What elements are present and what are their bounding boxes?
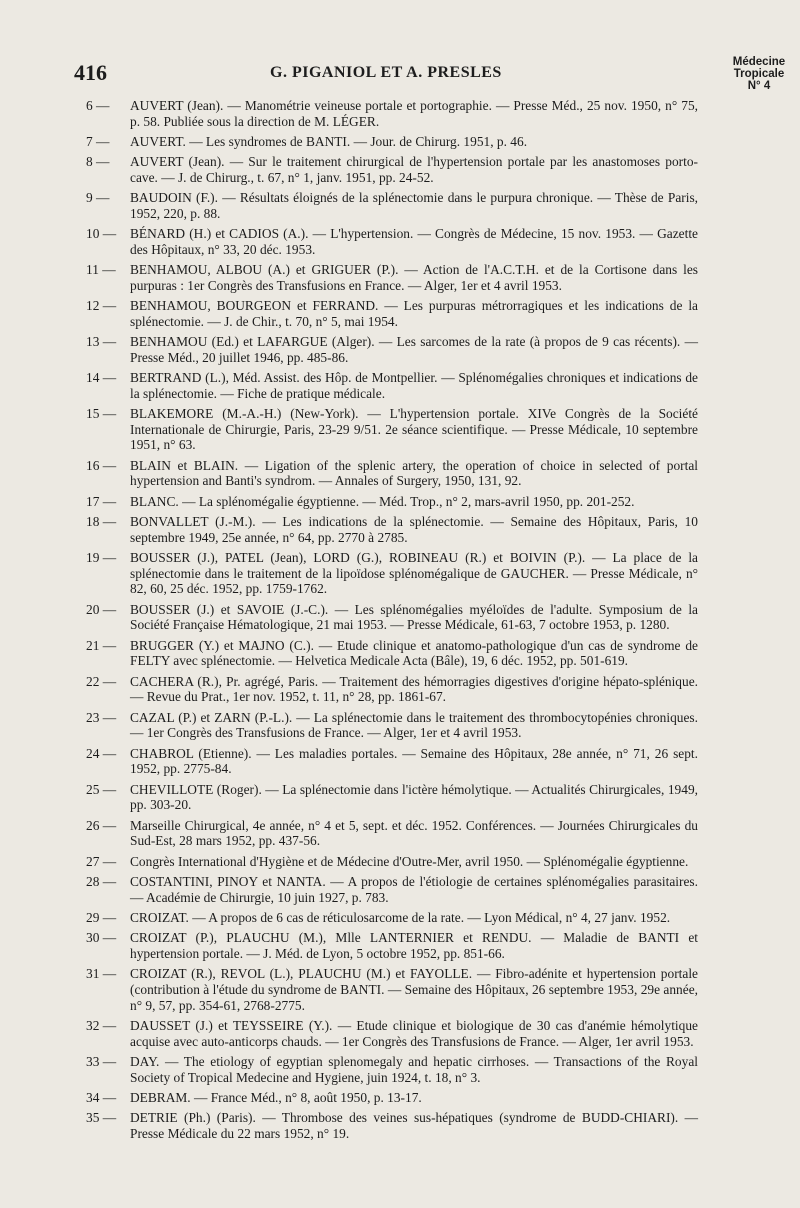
reference-number: 26 — [86,817,117,833]
reference-entry [86,818,698,849]
reference-entry [86,1090,698,1106]
reference-text: COSTANTINI, PINOY et NANTA. — A propos de l'étiologie de certaines splénomégalies parasitaires. — Académie de Chirurgie, 10 juin 1927, p. 783. [130,874,698,905]
reference-entry [86,458,698,489]
reference-text: BOUSSER (J.), PATEL (Jean), LORD (G.), ROBINEAU (R.) et BOIVIN (P.). — La place de la splénectomie dans le traitement de la lipoïdose splénomégalique de GAUCHER. — Presse Médicale, n° 82, 60, 25 déc. 1952, pp. 1759-1762. [130,550,698,597]
reference-entry [86,406,698,453]
reference-text: BLANC. — La splénomégalie égyptienne. — Méd. Trop., n° 2, mars-avril 1950, pp. 201-252. [130,493,635,509]
reference-text: CROIZAT. — A propos de 6 cas de réticulosarcome de la rate. — Lyon Médical, n° 4, 27 janv. 1952. [130,910,671,926]
reference-text: BLAKEMORE (M.-A.-H.) (New-York). — L'hypertension portale. XIVe Congrès de la Société Internationale de Chirurgie, Paris, 23-29 9/51. 2e séance scientifique. — Presse Médicale, 10 septembre 1951, n° 63. [130,406,698,453]
reference-entry [86,550,698,597]
reference-number: 15 — [86,406,117,422]
reference-text: Marseille Chirurgical, 4e année, n° 4 et 5, sept. et déc. 1952. Conférences. — Journées Chirurgicales du Sud-Est, 28 mars 1952, pp. 437-56. [130,817,698,849]
reference-text: BÉNARD (H.) et CADIOS (A.). — L'hypertension. — Congrès de Médecine, 15 nov. 1953. — Gazette des Hôpitaux, n° 33, 20 déc. 1953. [130,226,698,257]
reference-number: 12 — [86,298,117,314]
reference-number: 28 — [86,874,117,890]
reference-entry [86,602,698,633]
reference-text: BOUSSER (J.) et SAVOIE (J.-C.). — Les splénomégalies myéloïdes de l'adulte. Symposium de la Société Française Hématologique, 21 mai 1953. — Presse Médicale, 61-63, 7 octobre 1953, p. 1280. [130,601,698,633]
reference-entry [86,674,698,705]
reference-text: DAY. — The etiology of egyptian splenomegaly and hepatic cirrhoses. — Transactions of the Royal Society of Tropical Medecine and Hygiene, juin 1924, t. 18, n° 3. [130,1053,698,1085]
reference-text: AUVERT (Jean). — Manométrie veineuse portale et portographie. — Presse Méd., 25 nov. 1950, n° 75, p. 58. Publiée sous la direction de M. LÉGER. [130,98,698,129]
reference-number: 34 — [86,1089,117,1105]
reference-number: 30 — [86,930,117,946]
reference-number: 33 — [86,1053,117,1069]
reference-entry [86,370,698,401]
reference-text: BENHAMOU (Ed.) et LAFARGUE (Alger). — Les sarcomes de la rate (à propos de 9 cas récents). — Presse Méd., 20 juillet 1946, pp. 485-86. [130,334,698,365]
reference-entry [86,494,698,510]
page-header [0,56,800,96]
reference-text: AUVERT (Jean). — Sur le traitement chirurgical de l'hypertension portale par les anastomoses porto-cave. — J. de Chirurg., t. 67, n° 1, janv. 1951, pp. 24-52. [130,154,698,185]
reference-text: BAUDOIN (F.). — Résultats éloignés de la splénectomie dans le purpura chronique. — Thèse de Paris, 1952, 220, p. 88. [130,190,698,221]
running-title: G. PIGANIOL ET A. PRESLES [270,64,502,81]
reference-entry [86,134,698,150]
reference-text: BENHAMOU, BOURGEON et FERRAND. — Les purpuras métrorragiques et les indications de la splénectomie. — J. de Chir., t. 70, n° 5, mai 1954. [130,298,698,329]
journal-name [722,56,796,92]
reference-text: AUVERT. — Les syndromes de BANTI. — Jour. de Chirurg. 1951, p. 46. [130,133,528,149]
reference-text: Congrès International d'Hygiène et de Médecine d'Outre-Mer, avril 1950. — Splénomégalie égyptienne. [130,853,689,869]
reference-text: BLAIN et BLAIN. — Ligation of the splenic artery, the operation of choice in selected of portal hypertension and Banti's syndrom. — Annales of Surgery, 1950, 131, 92. [130,457,698,489]
reference-entry [86,190,698,221]
reference-number: 13 — [86,334,117,350]
reference-list [86,98,698,1146]
reference-number: 7 — [86,133,110,149]
reference-number: 8 — [86,154,110,170]
reference-number: 11 — [86,262,116,278]
reference-entry [86,334,698,365]
reference-text: CHEVILLOTE (Roger). — La splénectomie dans l'ictère hémolytique. — Actualités Chirurgicales, 1949, pp. 303-20. [130,781,698,813]
journal-line-2: Tropicale [733,68,785,80]
reference-entry [86,910,698,926]
reference-entry [86,966,698,1013]
reference-text: CACHERA (R.), Pr. agrégé, Paris. — Traitement des hémorragies digestives d'origine hépato-splénique. — Revue du Prat., 1er nov. 1952, t. 11, n° 28, pp. 1861-67. [130,673,698,705]
reference-number: 25 — [86,781,117,797]
reference-text: BONVALLET (J.-M.). — Les indications de la splénectomie. — Semaine des Hôpitaux, Paris, 10 septembre 1949, 25e année, n° 64, pp. 2770 à 2785. [130,514,698,545]
reference-entry [86,930,698,961]
reference-text: CROIZAT (R.), REVOL (L.), PLAUCHU (M.) et FAYOLLE. — Fibro-adénite et hypertension portale (contribution à l'étude du syndrome de BANTI. — Semaine des Hôpitaux, 26 septembre 1953, 29e année, n° 9, 57, pp. 354-61, 2768-2775. [130,966,698,1013]
reference-entry [86,746,698,777]
journal-issue: N° 4 [747,80,771,92]
reference-entry [86,1018,698,1049]
reference-number: 32 — [86,1018,117,1033]
reference-text: CROIZAT (P.), PLAUCHU (M.), Mlle LANTERNIER et RENDU. — Maladie de BANTI et hypertension portale. — J. Méd. de Lyon, 5 octobre 1952, pp. 851-66. [130,930,698,962]
journal-line-1: Médecine [732,56,786,68]
reference-text: DEBRAM. — France Méd., n° 8, août 1950, p. 13-17. [130,1089,422,1105]
reference-number: 27 — [86,853,117,869]
reference-text: DETRIE (Ph.) (Paris). — Thrombose des veines sus-hépatiques (syndrome de BUDD-CHIARI). — Presse Médicale du 22 mars 1952, n° 19. [130,1110,698,1141]
reference-entry [86,226,698,257]
reference-text: BRUGGER (Y.) et MAJNO (C.). — Etude clinique et anatomo-pathologique d'un cas de syndrome de FELTY avec splénectomie. — Helvetica Medicale Acta (Bâle), 19, 6 déc. 1952, pp. 501-619. [130,637,698,669]
reference-text: DAUSSET (J.) et TEYSSEIRE (Y.). — Etude clinique et biologique de 30 cas d'anémie hémolytique acquise avec auto-anticorps chauds. — 1er Congrès des Transfusions de France. — Alger, 1er avril 1953. [130,1018,698,1049]
reference-number: 10 — [86,226,117,242]
reference-number: 35 — [86,1110,117,1126]
page-number: 416 [74,60,107,85]
reference-entry [86,710,698,741]
reference-number: 23 — [86,709,117,725]
reference-number: 14 — [86,370,117,386]
reference-entry [86,298,698,329]
reference-text: CAZAL (P.) et ZARN (P.-L.). — La splénectomie dans le traitement des thrombocytopénies chroniques. — 1er Congrès des Transfusions de France. — Alger, 1er et 4 avril 1953. [130,709,698,741]
reference-entry [86,1110,698,1141]
reference-number: 31 — [86,966,117,982]
reference-number: 29 — [86,910,117,926]
reference-entry [86,782,698,813]
reference-entry [86,262,698,293]
reference-text: BENHAMOU, ALBOU (A.) et GRIGUER (P.). — Action de l'A.C.T.H. et de la Cortisone dans les purpuras : 1er Congrès des Transfusions en France. — Alger, 1er et 4 avril 1953. [130,262,698,293]
reference-number: 17 — [86,493,117,509]
reference-entry [86,154,698,185]
reference-number: 9 — [86,190,110,206]
reference-entry [86,514,698,545]
reference-entry [86,98,698,129]
reference-text: CHABROL (Etienne). — Les maladies portales. — Semaine des Hôpitaux, 28e année, n° 71, 26 sept. 1952, pp. 2775-84. [130,745,698,777]
reference-number: 6 — [86,98,110,113]
reference-number: 18 — [86,514,117,530]
reference-number: 19 — [86,550,117,566]
reference-number: 21 — [86,637,117,653]
reference-number: 22 — [86,673,117,689]
reference-text: BERTRAND (L.), Méd. Assist. des Hôp. de Montpellier. — Splénomégalies chroniques et indications de la splénectomie. — Fiche de pratique médicale. [130,370,698,401]
reference-entry [86,1054,698,1085]
reference-entry [86,638,698,669]
reference-entry [86,854,698,870]
reference-number: 24 — [86,745,117,761]
reference-entry [86,874,698,905]
reference-number: 20 — [86,601,117,617]
reference-number: 16 — [86,457,117,473]
